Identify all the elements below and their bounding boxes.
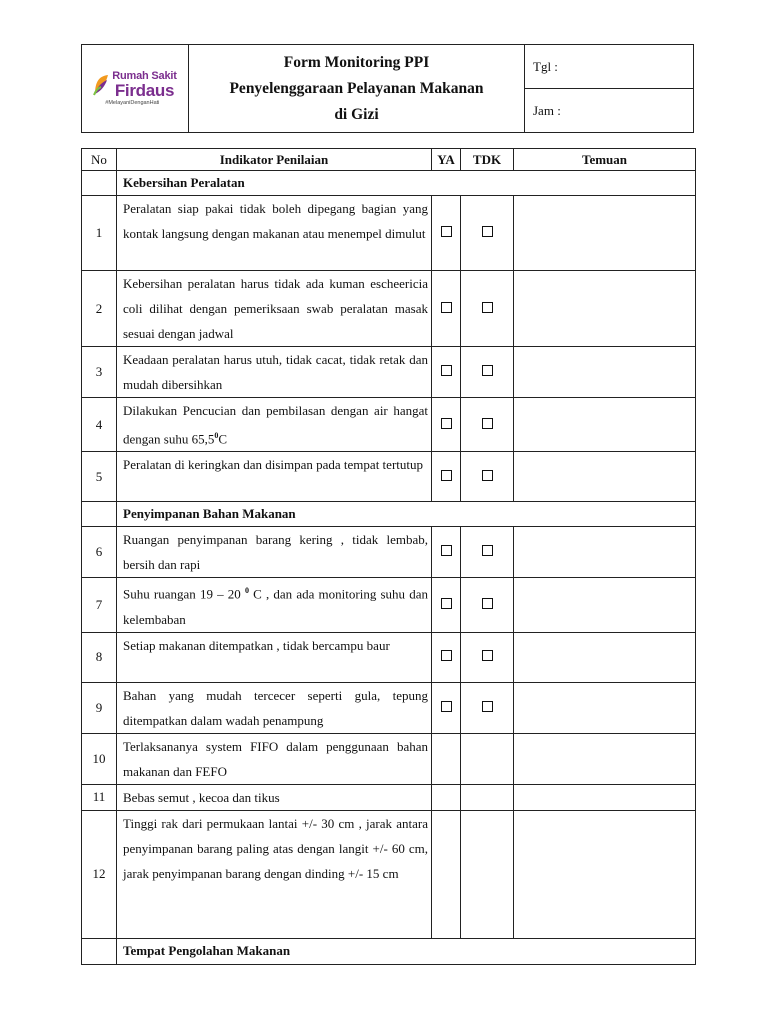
row-indicator: Bahan yang mudah tercecer seperti gula, tepung ditempatkan dalam wadah penampung <box>117 682 432 733</box>
section-row <box>82 938 696 964</box>
row-indicator: Dilakukan Pencucian dan pembilasan dengan air hangat dengan suhu 65,5$^0$C <box>117 398 432 452</box>
col-header-tdk: TDK <box>461 149 514 171</box>
col-header-ya: YA <box>432 149 461 171</box>
tdk-checkbox[interactable] <box>461 527 514 578</box>
row-indicator: Kebersihan peralatan harus tidak ada kuman escheericia coli dilihat dengan pemeriksaan swab peralatan masak sesuai dengan jadwal <box>117 271 432 347</box>
date-field[interactable]: Tgl : <box>525 45 694 89</box>
ya-cell[interactable] <box>432 733 461 784</box>
row-indicator: Peralatan di keringkan dan disimpan pada tempat tertutup <box>117 452 432 502</box>
row-number: 9 <box>82 682 117 733</box>
temuan-cell[interactable] <box>514 452 696 502</box>
row-number: 11 <box>82 784 117 810</box>
form-header <box>81 44 694 133</box>
tdk-cell[interactable] <box>461 810 514 938</box>
section-row <box>82 171 696 196</box>
checklist-table <box>81 148 696 965</box>
table-row <box>82 271 696 347</box>
row-number: 6 <box>82 527 117 578</box>
row-indicator: Tinggi rak dari permukaan lantai +/- 30 cm , jarak antara penyimpanan barang paling atas dengan langit +/- 60 cm, jarak penyimpanan barang dengan dinding +/- 15 cm <box>117 810 432 938</box>
tdk-checkbox[interactable] <box>461 196 514 271</box>
table-row <box>82 347 696 398</box>
section-title: Penyimpanan Bahan Makanan <box>117 502 696 527</box>
row-indicator: Peralatan siap pakai tidak boleh dipegang bagian yang kontak langsung dengan makanan atau menempel dimulut <box>117 196 432 271</box>
table-row <box>82 527 696 578</box>
col-header-no: No <box>82 149 117 171</box>
ya-checkbox[interactable] <box>432 527 461 578</box>
row-indicator: Setiap makanan ditempatkan , tidak bercampu baur <box>117 632 432 682</box>
ya-checkbox[interactable] <box>432 196 461 271</box>
tdk-checkbox[interactable] <box>461 632 514 682</box>
tdk-checkbox[interactable] <box>461 578 514 632</box>
table-row <box>82 632 696 682</box>
ya-checkbox[interactable] <box>432 347 461 398</box>
row-number: 12 <box>82 810 117 938</box>
row-number: 1 <box>82 196 117 271</box>
row-indicator: Terlaksananya system FIFO dalam penggunaan bahan makanan dan FEFO <box>117 733 432 784</box>
ya-cell[interactable] <box>432 810 461 938</box>
ya-checkbox[interactable] <box>432 271 461 347</box>
temuan-cell[interactable] <box>514 196 696 271</box>
time-field[interactable]: Jam : <box>525 89 694 133</box>
section-title: Tempat Pengolahan Makanan <box>117 938 696 964</box>
form-title <box>189 45 525 133</box>
row-indicator: Ruangan penyimpanan barang kering , tidak lembab, bersih dan rapi <box>117 527 432 578</box>
temuan-cell[interactable] <box>514 527 696 578</box>
logo-leaf-icon <box>93 74 109 96</box>
row-number: 5 <box>82 452 117 502</box>
table-row <box>82 578 696 632</box>
row-number: 2 <box>82 271 117 347</box>
temuan-cell[interactable] <box>514 271 696 347</box>
row-indicator: Suhu ruangan 19 – 20 $^0$ C , dan ada monitoring suhu dan kelembaban <box>117 578 432 632</box>
col-header-indikator: Indikator Penilaian <box>117 149 432 171</box>
logo-text-main: Firdaus <box>114 81 175 100</box>
tdk-checkbox[interactable] <box>461 682 514 733</box>
tdk-checkbox[interactable] <box>461 398 514 452</box>
temuan-cell[interactable] <box>514 784 696 810</box>
ya-checkbox[interactable] <box>432 398 461 452</box>
table-row <box>82 733 696 784</box>
tdk-cell[interactable] <box>461 733 514 784</box>
row-number: 3 <box>82 347 117 398</box>
tdk-checkbox[interactable] <box>461 347 514 398</box>
col-header-temuan: Temuan <box>514 149 696 171</box>
temuan-cell[interactable] <box>514 632 696 682</box>
table-row <box>82 452 696 502</box>
table-row <box>82 398 696 452</box>
tdk-cell[interactable] <box>461 784 514 810</box>
table-row <box>82 810 696 938</box>
logo-cell <box>82 45 189 133</box>
row-number: 4 <box>82 398 117 452</box>
title-line-3: di Gizi <box>334 105 379 123</box>
section-row <box>82 502 696 527</box>
tdk-checkbox[interactable] <box>461 452 514 502</box>
hospital-logo <box>93 71 176 106</box>
table-row <box>82 682 696 733</box>
ya-checkbox[interactable] <box>432 578 461 632</box>
temuan-cell[interactable] <box>514 682 696 733</box>
table-header-row <box>82 149 696 171</box>
section-title: Kebersihan Peralatan <box>117 171 696 196</box>
ya-checkbox[interactable] <box>432 632 461 682</box>
temuan-cell[interactable] <box>514 733 696 784</box>
logo-text-top: Rumah Sakit <box>112 70 177 82</box>
table-row <box>82 784 696 810</box>
tdk-checkbox[interactable] <box>461 271 514 347</box>
row-number: 10 <box>82 733 117 784</box>
row-indicator: Bebas semut , kecoa dan tikus <box>117 784 432 810</box>
ya-cell[interactable] <box>432 784 461 810</box>
temuan-cell[interactable] <box>514 810 696 938</box>
row-number: 7 <box>82 578 117 632</box>
logo-tagline: #MelayaniDenganHati <box>105 100 160 106</box>
table-row <box>82 196 696 271</box>
title-line-1: Form Monitoring PPI <box>283 53 430 71</box>
ya-checkbox[interactable] <box>432 682 461 733</box>
ya-checkbox[interactable] <box>432 452 461 502</box>
temuan-cell[interactable] <box>514 578 696 632</box>
title-line-2: Penyelenggaraan Pelayanan Makanan <box>229 79 484 97</box>
temuan-cell[interactable] <box>514 347 696 398</box>
row-number: 8 <box>82 632 117 682</box>
temuan-cell[interactable] <box>514 398 696 452</box>
row-indicator: Keadaan peralatan harus utuh, tidak cacat, tidak retak dan mudah dibersihkan <box>117 347 432 398</box>
